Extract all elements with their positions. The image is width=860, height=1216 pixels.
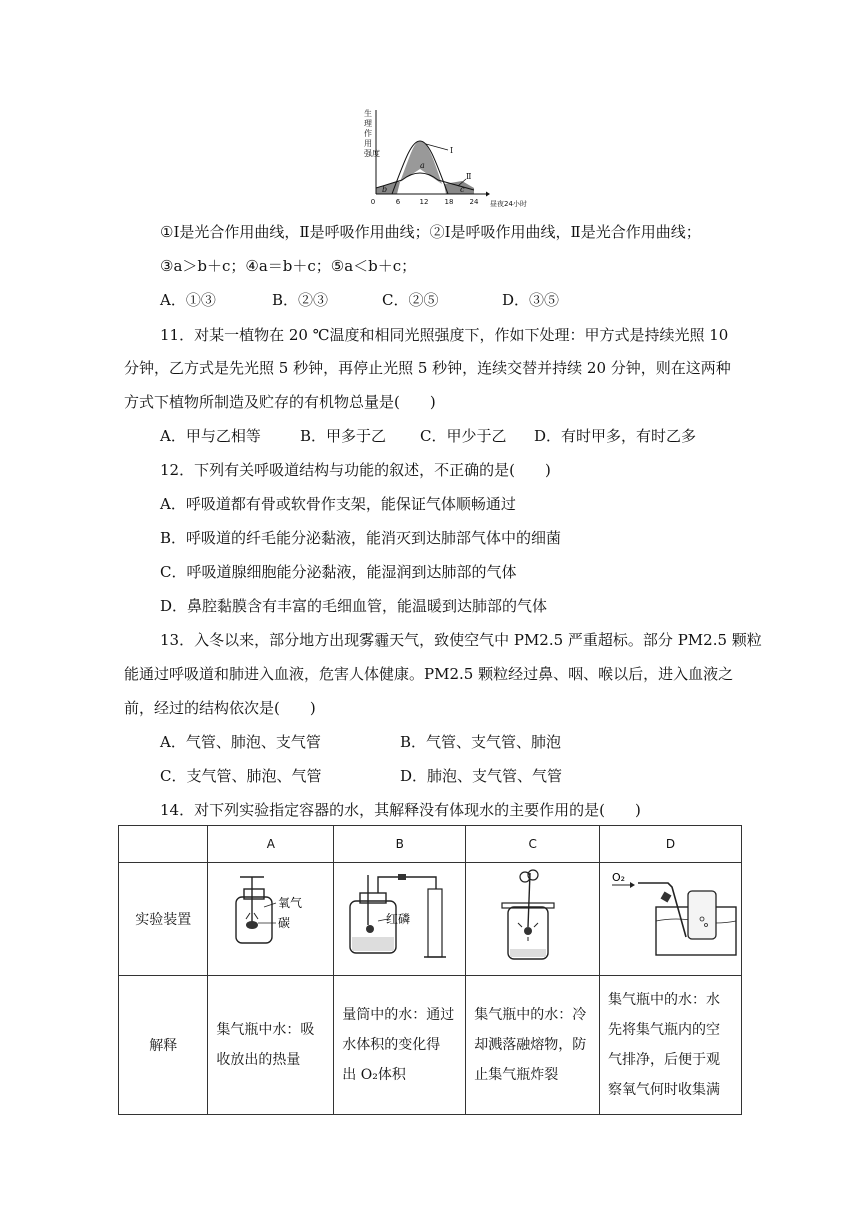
explanation-d-line: 先将集气瓶内的空 bbox=[608, 1022, 721, 1038]
row-label-explanation: 解释 bbox=[119, 976, 208, 1115]
table-corner-cell bbox=[119, 826, 208, 863]
apparatus-row bbox=[119, 863, 742, 976]
apparatus-c bbox=[466, 863, 600, 976]
explanation-b-line: 出 O₂体积 bbox=[342, 1067, 406, 1083]
x-axis-ticks bbox=[371, 198, 479, 206]
q13-line2: 能通过呼吸道和肺进入血液，危害人体健康。PM2.5 颗粒经过鼻、咽、喉以后，进入血液之 bbox=[124, 665, 734, 683]
q10-option-c[interactable]: C．②⑤ bbox=[382, 291, 439, 309]
q10-statement-line1: ①Ⅰ是光合作用曲线，Ⅱ是呼吸作用曲线；②Ⅰ是呼吸作用曲线，Ⅱ是光合作用曲线； bbox=[160, 223, 701, 241]
q13-options-row1 bbox=[160, 732, 561, 752]
q11-line3: 方式下植物所制造及贮存的有机物总量是( ) bbox=[124, 393, 436, 411]
explanation-a-line: 集气瓶中水：吸 bbox=[216, 1022, 315, 1038]
q12-option-c[interactable]: C．呼吸道腺细胞能分泌黏液，能湿润到达肺部的气体 bbox=[160, 563, 517, 581]
q10-statement-line2: ③a＞b＋c；④a＝b＋c；⑤a＜b＋c； bbox=[160, 257, 417, 275]
q14-stem: 14．对下列实验指定容器的水，其解释没有体现水的主要作用的是( ) bbox=[160, 801, 641, 819]
q11-option-a[interactable]: A．甲与乙相等 bbox=[160, 427, 261, 445]
explanation-d-line: 集气瓶中的水：水 bbox=[608, 992, 721, 1008]
svg-text:O₂: O₂ bbox=[611, 871, 625, 884]
apparatus-b-diagram bbox=[340, 867, 460, 967]
svg-text:12: 12 bbox=[419, 198, 429, 206]
explanation-b-line: 量筒中的水：通过 bbox=[342, 1007, 455, 1023]
row-label-apparatus: 实验装置 bbox=[119, 863, 208, 976]
area-a-label: a bbox=[420, 161, 425, 170]
svg-text:6: 6 bbox=[395, 198, 401, 206]
apparatus-d bbox=[600, 863, 742, 976]
q11-option-c[interactable]: C．甲少于乙 bbox=[420, 427, 507, 445]
q12-stem: 12．下列有关呼吸道结构与功能的叙述，不正确的是( ) bbox=[160, 461, 551, 479]
explanation-d bbox=[600, 976, 742, 1115]
explanation-row bbox=[119, 976, 742, 1115]
apparatus-c-diagram bbox=[478, 867, 588, 967]
q13-option-d[interactable]: D．肺泡、支气管、气管 bbox=[400, 767, 563, 785]
q13-line1: 13．入冬以来，部分地方出现雾霾天气，致使空气中 PM2.5 严重超标。部分 PM2.5 颗粒 bbox=[160, 631, 762, 649]
q11-options bbox=[160, 426, 696, 446]
curve-2-label: Ⅱ bbox=[466, 172, 472, 181]
svg-text:生: 生 bbox=[364, 109, 372, 118]
header-b: B bbox=[334, 826, 466, 863]
explanation-a bbox=[208, 976, 334, 1115]
svg-text:用: 用 bbox=[364, 139, 372, 148]
q10-option-b[interactable]: B．②③ bbox=[272, 291, 329, 309]
explanation-d-line: 察氧气何时收集满 bbox=[608, 1082, 721, 1098]
q12-option-b[interactable]: B．呼吸道的纤毛能分泌黏液，能消灭到达肺部气体中的细菌 bbox=[160, 529, 562, 547]
header-d: D bbox=[600, 826, 742, 863]
svg-text:0: 0 bbox=[370, 198, 376, 206]
q10-option-a[interactable]: A．①③ bbox=[160, 291, 216, 309]
q11-option-b[interactable]: B．甲多于乙 bbox=[300, 427, 387, 445]
q13-option-a[interactable]: A．气管、肺泡、支气管 bbox=[160, 733, 321, 751]
apparatus-a bbox=[208, 863, 334, 976]
x-axis-label: 昼夜24小时 bbox=[490, 200, 527, 208]
q13-options-row2 bbox=[160, 766, 562, 786]
q13-option-b[interactable]: B．气管、支气管、肺泡 bbox=[400, 733, 562, 751]
explanation-c-line: 却溅落融熔物，防 bbox=[474, 1037, 587, 1053]
svg-text:氧气: 氧气 bbox=[277, 896, 302, 910]
svg-text:作: 作 bbox=[364, 129, 372, 138]
q10-option-d[interactable]: D．③⑤ bbox=[502, 291, 560, 309]
physiology-graph bbox=[362, 106, 527, 212]
svg-text:18: 18 bbox=[444, 198, 454, 206]
svg-text:强度: 强度 bbox=[364, 149, 380, 158]
explanation-b bbox=[334, 976, 466, 1115]
apparatus-b bbox=[334, 863, 466, 976]
q12-option-d[interactable]: D．鼻腔黏膜含有丰富的毛细血管，能温暖到达肺部的气体 bbox=[160, 597, 548, 615]
table-header-row bbox=[119, 826, 742, 863]
q11-option-d[interactable]: D．有时甲多，有时乙多 bbox=[534, 427, 697, 445]
apparatus-a-diagram bbox=[216, 867, 326, 967]
q13-option-c[interactable]: C．支气管、肺泡、气管 bbox=[160, 767, 322, 785]
q13-line3: 前，经过的结构依次是( ) bbox=[124, 699, 316, 717]
svg-text:24: 24 bbox=[469, 198, 479, 206]
y-axis-label bbox=[364, 108, 380, 158]
experiment-table bbox=[118, 825, 742, 1115]
explanation-d-line: 气排净，后便于观 bbox=[608, 1052, 721, 1068]
q11-line2: 分钟，乙方式是先光照 5 秒钟，再停止光照 5 秒钟，连续交替并持续 20 分钟，则在这两种 bbox=[124, 359, 731, 377]
explanation-a-line: 收放出的热量 bbox=[216, 1052, 301, 1068]
area-c-label: c bbox=[460, 185, 465, 194]
explanation-c bbox=[466, 976, 600, 1115]
explanation-b-line: 水体积的变化得 bbox=[342, 1037, 441, 1053]
header-a: A bbox=[208, 826, 334, 863]
explanation-c-line: 止集气瓶炸裂 bbox=[474, 1067, 559, 1083]
curve-1-label: Ⅰ bbox=[450, 146, 454, 155]
explanation-c-line: 集气瓶中的水：冷 bbox=[474, 1007, 587, 1023]
header-c: C bbox=[466, 826, 600, 863]
q10-options bbox=[160, 290, 559, 310]
svg-text:红磷: 红磷 bbox=[385, 912, 410, 926]
apparatus-d-diagram bbox=[606, 867, 736, 967]
svg-text:理: 理 bbox=[364, 119, 372, 128]
q11-line1: 11．对某一植物在 20 ℃温度和相同光照强度下，作如下处理：甲方式是持续光照 10 bbox=[160, 326, 729, 344]
svg-text:碳: 碳 bbox=[277, 916, 290, 930]
area-b-label: b bbox=[382, 185, 388, 194]
q12-option-a[interactable]: A．呼吸道都有骨或软骨作支架，能保证气体顺畅通过 bbox=[160, 495, 516, 513]
